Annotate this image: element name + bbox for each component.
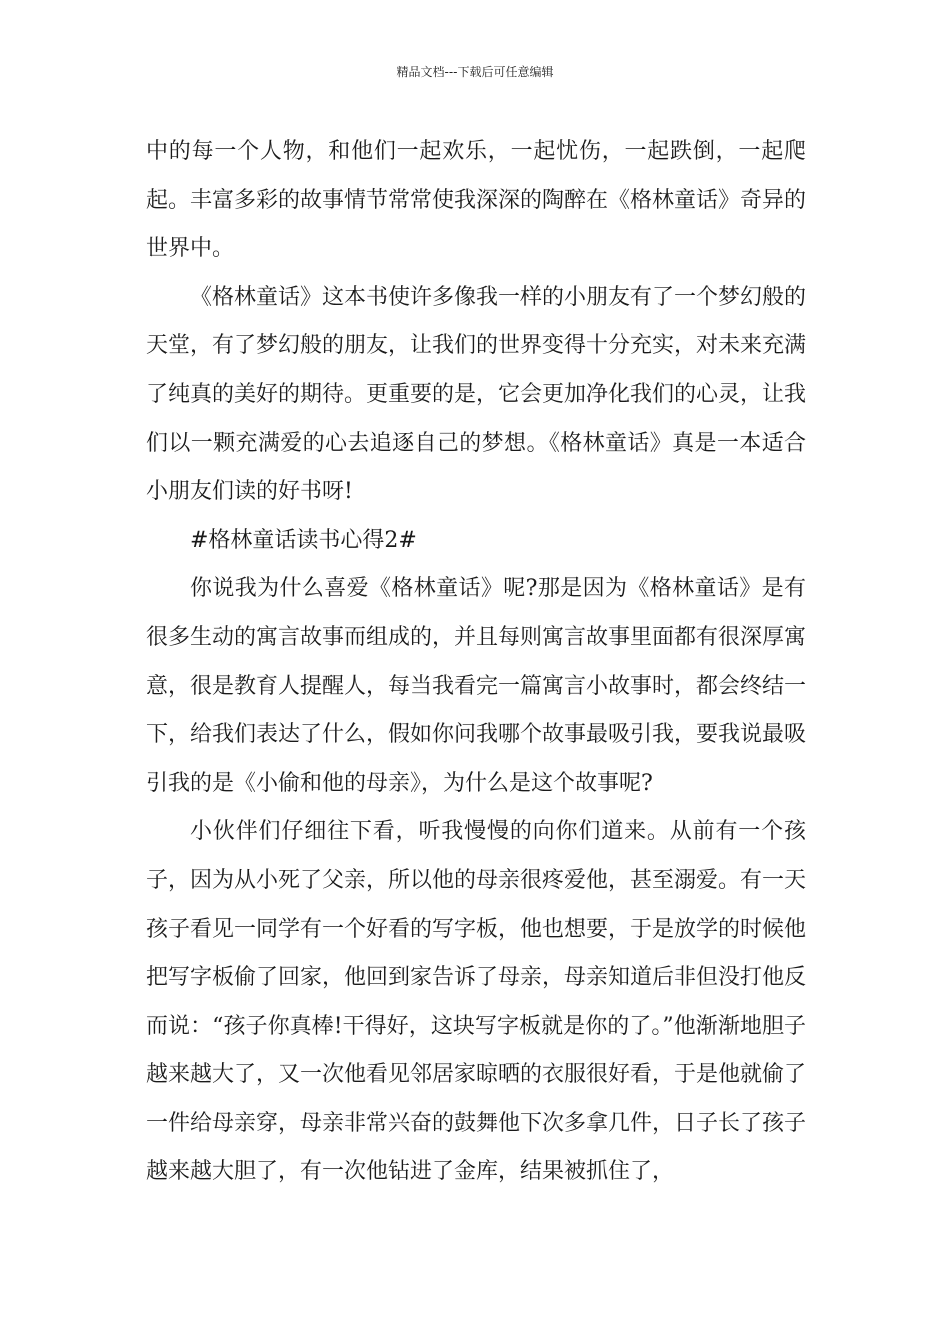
document-body [146,128,806,1197]
paragraph-2: 《格林童话》这本书使许多像我一样的小朋友有了一个梦幻般的天堂，有了梦幻般的朋友，让我们的世界变得十分充实，对未来充满了纯真的美好的期待。更重要的是，它会更加净化我们的心灵，让我们以一颗充满爱的心去追逐自己的梦想。《格林童话》真是一本适合小朋友们读的好书呀! [146,284,807,505]
section-heading: #格林童话读书心得2# [190,527,417,553]
page-header: 精品文档---下载后可任意编辑 [396,65,554,79]
paragraph-4: 小伙伴们仔细往下看，听我慢慢的向你们道来。从前有一个孩子，因为从小死了父亲，所以他的母亲很疼爱他，甚至溺爱。有一天孩子看见一同学有一个好看的写字板，他也想要，于是放学的时候他把写字板偷了回家，他回到家告诉了母亲，母亲知道后非但没打他反而说：“孩子你真棒!干得好，这块写字板就是你的了。”他渐渐地胆子越来越大了，又一次他看见邻居家晾晒的衣服很好看，于是他就偷了一件给母亲穿，母亲非常兴奋的鼓舞他下次多拿几件，日子长了孩子越来越大胆了，有一次他钻进了金库，结果被抓住了， [146,819,807,1185]
paragraph-3: 你说我为什么喜爱《格林童话》呢?那是因为《格林童话》是有很多生动的寓言故事而组成的，并且每则寓言故事里面都有很深厚寓意，很是教育人提醒人，每当我看完一篇寓言小故事时，都会终结一下，给我们表达了什么，假如你问我哪个故事最吸引我，要我说最吸引我的是《小偷和他的母亲》，为什么是这个故事呢? [146,576,807,796]
paragraph-1: 中的每一个人物，和他们一起欢乐，一起忧伤，一起跌倒，一起爬起。丰富多彩的故事情节常常使我深深的陶醉在《格林童话》奇异的世界中。 [146,139,807,262]
